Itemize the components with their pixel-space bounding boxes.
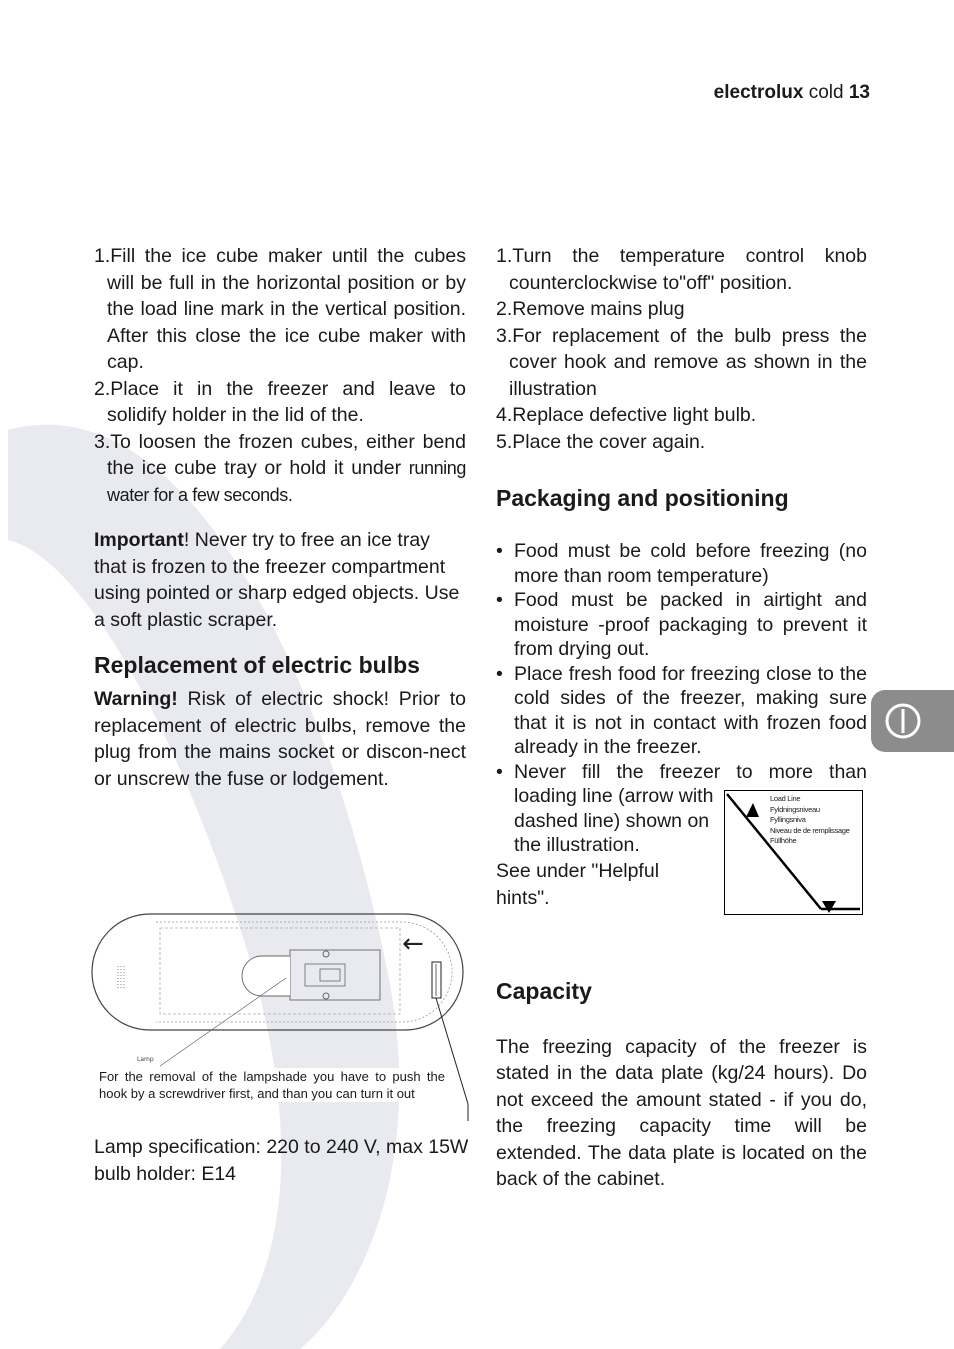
- bulb-step-3: 3.For replacement of the bulb press the cover hook and remove as shown in the illustration: [496, 324, 867, 400]
- ice-step-2: 2.Place it in the freezer and leave to solidify holder in the lid of the.: [94, 377, 466, 426]
- load-label-5: Füllhöhe: [770, 836, 797, 845]
- bullet-4-line-3: dashed line) shown on: [514, 809, 710, 832]
- important-text: ! Never try to free an ice tray that is frozen to the freezer compartment using pointed or sharp edged objects. Use a soft plastic scraper.: [94, 529, 460, 631]
- load-label-3: Fyllingsniva: [770, 815, 806, 824]
- right-column: [496, 243, 867, 1193]
- lamp-label: Lamp: [137, 1056, 154, 1063]
- packaging-bullet-1: • Food must be cold before freezing (no more than room temperature): [496, 539, 867, 588]
- warning-label: Warning!: [94, 688, 178, 710]
- bullet-4-line-4: the illustration.: [514, 834, 640, 856]
- warning-note: [94, 686, 466, 792]
- packaging-bullet-2: • Food must be packed in airtight and moisture -proof packaging to prevent it from drying out.: [496, 588, 867, 662]
- ice-step-3: [94, 429, 466, 509]
- ice-cube-steps: [94, 243, 466, 508]
- capacity-text: The freezing capacity of the freezer is stated in the data plate (kg/24 hours). Do not exceed the amount stated - if you do, the freezing capacity time will be extended. The data plate is located on the back of the cabinet.: [496, 1035, 867, 1190]
- svg-text:←: ←: [402, 929, 424, 959]
- ice-step-3-tail: running water for a few seconds.: [107, 458, 466, 505]
- warning-text: Risk of electric shock! Prior to replacement of electric bulbs, remove the plug from the mains socket or discon-nect or unscrew the fuse or lodgement.: [94, 688, 466, 790]
- important-note: [94, 527, 466, 633]
- bulb-step-2: 2.Remove mains plug: [496, 298, 685, 320]
- ice-step-3-text: 3.To loosen the frozen cubes, either bend the ice cube tray or hold it under: [94, 430, 466, 479]
- load-label-4: Niveau de de remplissage: [770, 825, 850, 835]
- bulb-step-4: 4.Replace defective light bulb.: [496, 404, 757, 426]
- figure-caption: For the removal of the lampshade you have to push the hook by a screwdriver first, and than you can turn it out: [99, 1069, 445, 1101]
- capacity-heading: Capacity: [496, 977, 592, 1004]
- bulb-replacement-steps: [496, 243, 867, 455]
- important-label: Important: [94, 529, 184, 551]
- lamp-specification: Lamp specification: 220 to 240 V, max 15W bulb holder: E14: [94, 1136, 469, 1185]
- page-number: 13: [848, 82, 870, 103]
- load-label-1: Load Line: [770, 794, 801, 803]
- bullet-4-line-2: loading line (arrow with: [514, 785, 714, 807]
- section-name: cold: [808, 82, 844, 103]
- ice-step-1: 1.Fill the ice cube maker until the cubes will be full in the horizontal position or by the load line mark in the vertical position. After this close the ice cube maker with cap.: [94, 245, 466, 373]
- left-column: [94, 243, 466, 792]
- bulbs-heading: Replacement of electric bulbs: [94, 652, 420, 678]
- brand-name: electrolux: [713, 82, 804, 103]
- load-line-illustration: [724, 790, 863, 915]
- load-label-2: Fyldningsniveau: [770, 804, 820, 814]
- packaging-heading: Packaging and positioning: [496, 485, 789, 511]
- bulb-step-1: 1.Turn the temperature control knob counterclockwise to"off" position.: [496, 245, 867, 294]
- bulb-step-5: 5.Place the cover again.: [496, 430, 706, 453]
- see-helpful-hints: See under "Helpful hints".: [496, 859, 660, 909]
- packaging-bullet-3: • Place fresh food for freezing close to the cold sides of the freezer, making sure that it is not in contact with frozen food already in the freezer.: [496, 662, 867, 760]
- section-side-tab: [871, 690, 954, 752]
- page-header: [714, 82, 870, 104]
- power-icon: [871, 690, 954, 752]
- bullet-4-line-1: • Never fill the freezer to more than: [514, 760, 867, 783]
